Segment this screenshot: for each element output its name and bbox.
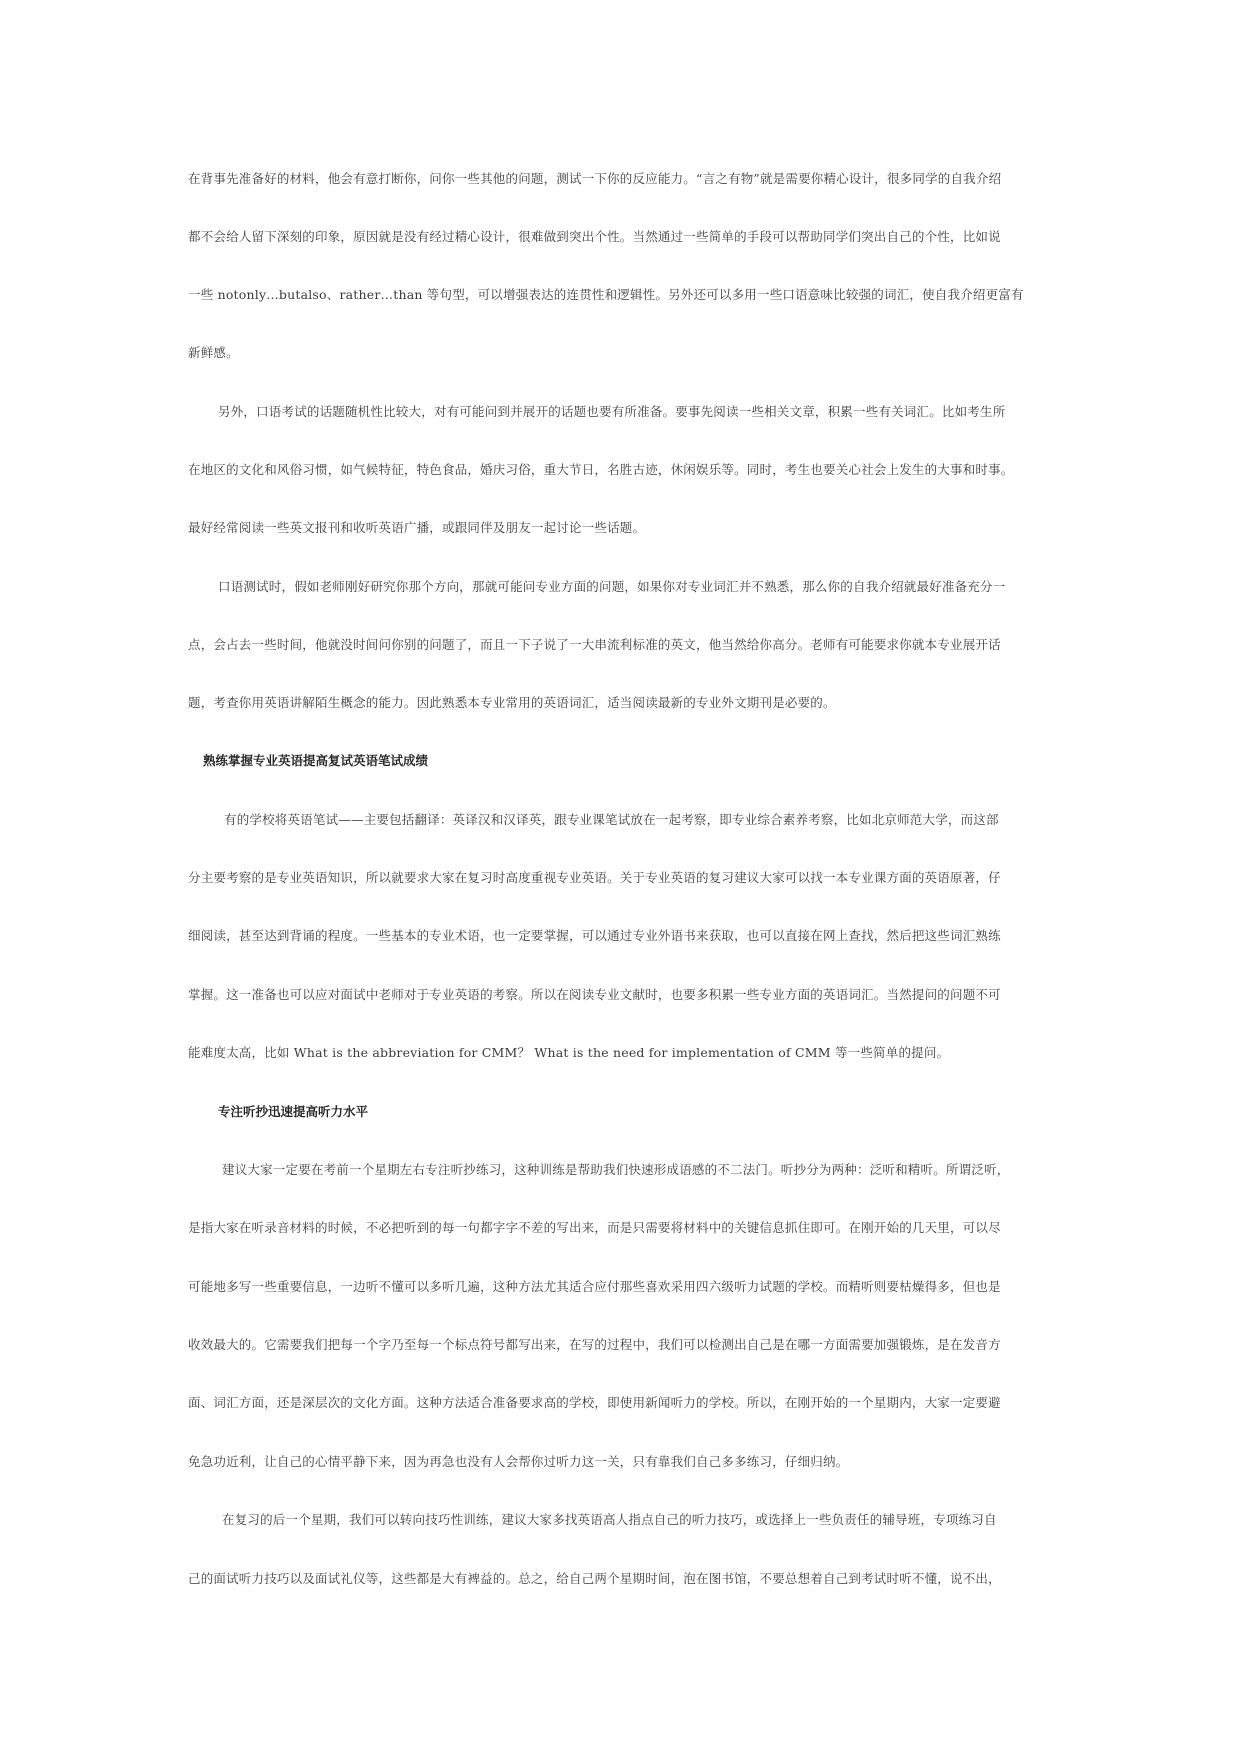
text-line: 掌握。这一准备也可以应对面试中老师对于专业英语的考察。所以在阅读专业文献时，也要多积累一些专业方面的英语词汇。当然提问的问题不可 — [188, 987, 1001, 1002]
paragraph-first-line: 建议大家一定要在考前一个星期左右专注听抄练习，这种训练是帮助我们快速形成语感的不二法门。听抄分为两种：泛听和精听。所谓泛听， — [222, 1162, 1010, 1177]
section-heading: 专注听抄迅速提高听力水平 — [218, 1104, 369, 1119]
text-line: 收效最大的。它需要我们把每一个字乃至每一个标点符号都写出来，在写的过程中，我们可以检测出自己是在哪一方面需要加强锻炼，是在发音方 — [188, 1337, 1001, 1352]
paragraph-first-line: 另外，口语考试的话题随机性比较大，对有可能问到并展开的话题也要有所准备。要事先阅读一些相关文章，积累一些有关词汇。比如考生所 — [218, 404, 1006, 419]
text-line: 点，会占去一些时间，他就没时间问你别的问题了，而且一下子说了一大串流利标准的英文，他当然给你高分。老师有可能要求你就本专业展开话 — [188, 637, 1001, 652]
text-line: 最好经常阅读一些英文报刊和收听英语广播，或跟同伴及朋友一起讨论一些话题。 — [188, 520, 646, 535]
text-line: 在背事先准备好的材料，他会有意打断你，问你一些其他的问题，测试一下你的反应能力。“言之有物”就是需要你精心设计，很多同学的自我介绍 — [188, 171, 1002, 186]
paragraph-first-line: 有的学校将英语笔试——主要包括翻译：英译汉和汉译英，跟专业课笔试放在一起考察，即专业综合素养考察，比如北京师范大学，而这部 — [224, 812, 999, 827]
text-line: 在地区的文化和风俗习惯，如气候特征，特色食品，婚庆习俗，重大节日，名胜古迹，休闲娱乐等。同时，考生也要关心社会上发生的大事和时事。 — [188, 462, 1014, 477]
text-line: 一些 notonly…butalso、rather…than 等句型，可以增强表达的连贯性和逻辑性。另外还可以多用一些口语意味比较强的词汇，使自我介绍更富有 — [188, 287, 1024, 302]
text-line: 都不会给人留下深刻的印象，原因就是没有经过精心设计，很难做到突出个性。当然通过一些简单的手段可以帮助同学们突出自己的个性，比如说 — [188, 229, 1001, 244]
text-line: 题，考查你用英语讲解陌生概念的能力。因此熟悉本专业常用的英语词汇，适当阅读最新的专业外文期刊是必要的。 — [188, 695, 836, 710]
text-line: 免急功近利，让自己的心情平静下来，因为再急也没有人会帮你过听力这一关，只有靠我们自己多多练习，仔细归纳。 — [188, 1454, 849, 1469]
paragraph-first-line: 口语测试时，假如老师刚好研究你那个方向，那就可能问专业方面的问题，如果你对专业词汇并不熟悉，那么你的自我介绍就最好准备充分一 — [218, 579, 1006, 594]
text-line: 己的面试听力技巧以及面试礼仪等，这些都是大有裨益的。总之，给自己两个星期时间，泡在图书馆，不要总想着自己到考试时听不懂，说不出， — [188, 1571, 1001, 1586]
text-line: 细阅读，甚至达到背诵的程度。一些基本的专业术语，也一定要掌握，可以通过专业外语书来获取，也可以直接在网上查找，然后把这些词汇熟练 — [188, 928, 1001, 943]
section-heading: 熟练掌握专业英语提高复试英语笔试成绩 — [203, 753, 429, 768]
text-line: 分主要考察的是专业英语知识，所以就要求大家在复习时高度重视专业英语。关于专业英语的复习建议大家可以找一本专业课方面的英语原著，仔 — [188, 870, 1001, 885]
text-line: 可能地多写一些重要信息，一边听不懂可以多听几遍，这种方法尤其适合应付那些喜欢采用四六级听力试题的学校。而精听则要枯燥得多，但也是 — [188, 1279, 1001, 1294]
text-line: 面、词汇方面，还是深层次的文化方面。这种方法适合准备要求高的学校，即使用新闻听力的学校。所以，在刚开始的一个星期内，大家一定要避 — [188, 1395, 1001, 1410]
text-line: 新鲜感。 — [188, 345, 239, 360]
text-line: 是指大家在听录音材料的时候，不必把听到的每一句都字字不差的写出来，而是只需要将材料中的关键信息抓住即可。在刚开始的几天里，可以尽 — [188, 1220, 1001, 1235]
paragraph-first-line: 在复习的后一个星期，我们可以转向技巧性训练，建议大家多找英语高人指点自己的听力技巧，或选择上一些负责任的辅导班，专项练习自 — [222, 1512, 997, 1527]
text-line: 能难度太高，比如 What is the abbreviation for CMM？ What is the need for implementation of CMM 等一些简单的提问。 — [188, 1045, 950, 1060]
